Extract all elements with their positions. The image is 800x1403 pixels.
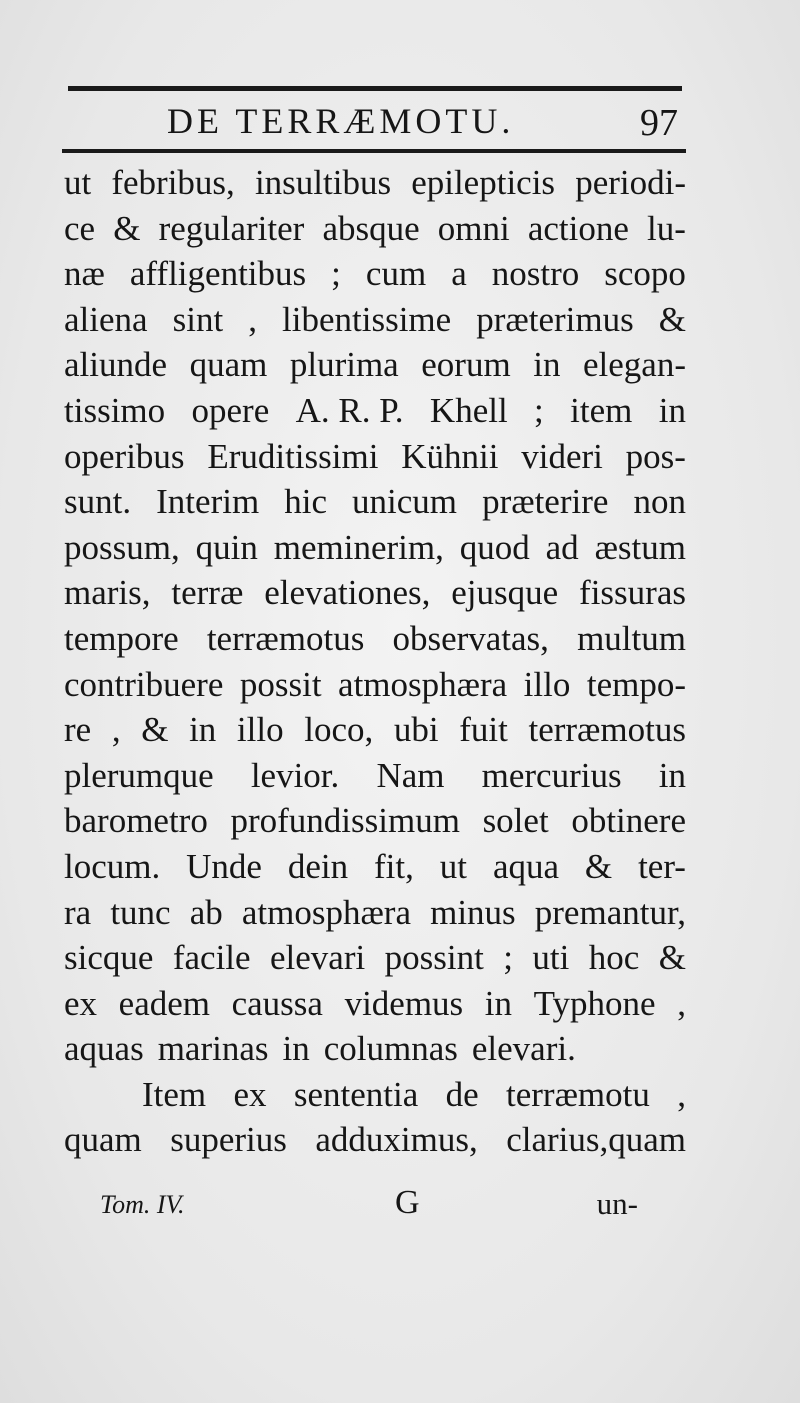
word: ; <box>503 938 513 978</box>
word: pos- <box>625 436 686 476</box>
word: & <box>584 846 613 886</box>
word: uti <box>532 938 570 978</box>
word: elevari <box>269 938 366 978</box>
word: solet <box>482 801 549 841</box>
word: , <box>111 710 121 750</box>
word: eorum <box>421 345 511 385</box>
word: minus <box>430 892 516 932</box>
word: possum, <box>64 527 180 567</box>
word: de <box>445 1074 479 1114</box>
word: affligentibus <box>129 254 307 294</box>
word: in <box>658 390 686 430</box>
word: ejusque <box>451 573 559 613</box>
word: sicque <box>64 938 154 978</box>
gathering-signature: G <box>395 1184 420 1221</box>
word: tissimo <box>64 390 166 430</box>
text-line <box>64 479 686 525</box>
word: opere <box>191 390 270 430</box>
text-line <box>64 525 686 571</box>
word: fit, <box>374 846 414 886</box>
word: A. R. P. <box>295 390 404 430</box>
word: tunc <box>110 892 171 932</box>
word: maris, <box>64 573 151 613</box>
word: in <box>533 345 561 385</box>
text-line <box>64 434 686 480</box>
word: ut <box>439 846 468 886</box>
text-line <box>64 981 686 1027</box>
word: videri <box>521 436 603 476</box>
text-line <box>64 1072 686 1118</box>
word: æstum <box>594 527 686 567</box>
text-line <box>64 616 686 662</box>
word: quam <box>189 345 268 385</box>
page-footer <box>100 1184 660 1234</box>
word: scopo <box>604 254 686 294</box>
word: Interim <box>156 482 260 522</box>
word: ra <box>64 892 92 932</box>
word: terræmotus <box>206 618 365 658</box>
text-line <box>64 798 686 844</box>
word: elevari. <box>471 1029 576 1069</box>
word: omni <box>437 208 510 248</box>
running-title: DE TERRÆMOTU. <box>167 101 515 141</box>
word: ce <box>64 208 96 248</box>
text-line <box>64 890 686 936</box>
word: Nam <box>376 755 445 795</box>
word: meminerim, <box>273 527 444 567</box>
word: locum. <box>64 846 161 886</box>
word: premantur, <box>534 892 686 932</box>
word: clarius,quam <box>506 1120 686 1160</box>
word: epilepticis <box>411 163 556 202</box>
word: illo <box>236 710 284 750</box>
word: sententia <box>293 1074 419 1114</box>
word: lu- <box>647 208 686 248</box>
word: ab <box>189 892 223 932</box>
word: sunt. <box>64 482 132 522</box>
word: periodi- <box>575 163 686 202</box>
word: ex <box>233 1074 267 1114</box>
text-line <box>64 297 686 343</box>
word: fuit <box>459 710 508 750</box>
word: in <box>484 983 513 1023</box>
word: levior. <box>250 755 340 795</box>
text-line <box>64 662 686 708</box>
word: Item <box>142 1074 207 1114</box>
word: & <box>658 938 686 978</box>
word: in <box>282 1029 310 1069</box>
word: ex <box>64 983 98 1023</box>
word: columnas <box>323 1029 458 1069</box>
word: in <box>189 710 217 750</box>
word: non <box>633 482 686 522</box>
word: mercurius <box>481 755 622 795</box>
text-line <box>64 753 686 799</box>
word: dein <box>287 846 349 886</box>
text-line <box>64 935 686 981</box>
body-text <box>64 160 686 1163</box>
word: aliena <box>64 299 148 339</box>
word: Kühnii <box>401 436 499 476</box>
word: barometro <box>64 801 208 841</box>
word: possit <box>239 664 322 704</box>
word: & <box>113 208 141 248</box>
word: fissuras <box>579 573 686 613</box>
text-line <box>64 570 686 616</box>
word: aliunde <box>64 345 168 385</box>
word: plurima <box>289 345 399 385</box>
text-line <box>64 342 686 388</box>
word: sint <box>172 299 224 339</box>
word: nostro <box>491 254 580 294</box>
word: videmus <box>344 983 464 1023</box>
text-line <box>64 1117 686 1163</box>
text-line <box>64 251 686 297</box>
word: observatas, <box>392 618 549 658</box>
word: atmosphæra <box>241 892 411 932</box>
word: quam <box>64 1120 142 1160</box>
text-line <box>64 1026 686 1072</box>
header-rule-top <box>68 86 682 91</box>
word: tempo- <box>586 664 686 704</box>
word: terræmotu <box>506 1074 650 1114</box>
word: aqua <box>492 846 560 886</box>
word: ad <box>545 527 579 567</box>
word: plerumque <box>64 755 214 795</box>
word: atmosphæra <box>338 664 508 704</box>
word: loco, <box>304 710 374 750</box>
word: profundissimum <box>230 801 460 841</box>
word: næ <box>64 254 105 294</box>
word: insultibus <box>254 163 392 202</box>
header-rule-bottom <box>62 149 686 153</box>
word: ; <box>534 390 544 430</box>
page-number: 97 <box>640 102 678 144</box>
word: a <box>451 254 467 294</box>
word: , <box>677 983 686 1023</box>
word: quin <box>195 527 258 567</box>
running-head <box>62 94 686 148</box>
word: terræmotus <box>528 710 686 750</box>
word: Typhone <box>533 983 656 1023</box>
text-line <box>64 206 686 252</box>
word: libentissime <box>282 299 452 339</box>
word: ubi <box>393 710 439 750</box>
word: unicum <box>352 482 458 522</box>
word: facile <box>172 938 251 978</box>
word: elevationes, <box>264 573 431 613</box>
catchword: un- <box>596 1186 638 1221</box>
word: possint <box>384 938 484 978</box>
word: terræ <box>171 573 244 613</box>
word: absque <box>322 208 420 248</box>
word: operibus <box>64 436 185 476</box>
word: obtinere <box>571 801 686 841</box>
word: præterimus <box>476 299 634 339</box>
word: marinas <box>157 1029 269 1069</box>
volume-mark: Tom. IV. <box>100 1190 185 1219</box>
word: Khell <box>429 390 508 430</box>
word: item <box>570 390 633 430</box>
word: ; <box>331 254 341 294</box>
word: hoc <box>588 938 640 978</box>
word: ter- <box>638 846 686 886</box>
word: eadem <box>118 983 210 1023</box>
word: ut <box>64 163 92 202</box>
word: elegan- <box>582 345 686 385</box>
text-line <box>64 160 686 206</box>
word: , <box>248 299 257 339</box>
text-line <box>64 707 686 753</box>
word: hic <box>284 482 327 522</box>
word: contribuere <box>64 664 224 704</box>
word: præterire <box>482 482 609 522</box>
word: superius <box>170 1120 287 1160</box>
word: caussa <box>231 983 323 1023</box>
word: aquas <box>64 1029 144 1069</box>
text-line <box>64 844 686 890</box>
word: tempore <box>64 618 179 658</box>
word: febribus, <box>111 163 235 202</box>
word: quod <box>459 527 530 567</box>
word: adduximus, <box>315 1120 478 1160</box>
word: re <box>64 710 92 750</box>
word: & <box>141 710 169 750</box>
word: actione <box>527 208 629 248</box>
word: Eruditissimi <box>207 436 379 476</box>
word: cum <box>365 254 427 294</box>
word: illo <box>523 664 571 704</box>
text-line <box>64 388 686 434</box>
word: & <box>658 299 686 339</box>
word: multum <box>577 618 686 658</box>
word: , <box>677 1074 686 1114</box>
word: Unde <box>186 846 262 886</box>
word: in <box>658 755 686 795</box>
word: regulariter <box>158 208 305 248</box>
